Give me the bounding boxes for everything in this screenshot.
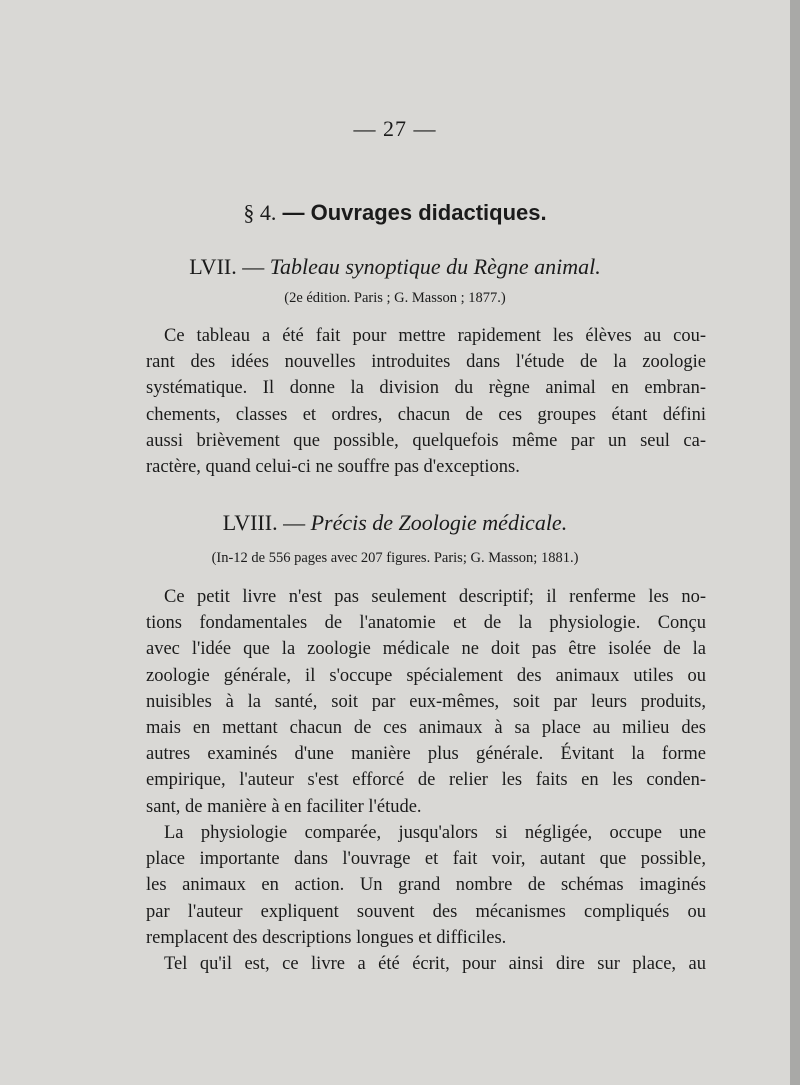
entry-publication-lviii: (In-12 de 556 pages avec 207 figures. Paris; G. Masson; 1881.) [211, 550, 579, 566]
text-line: les animaux en action. Un grand nombre de schémas imaginés [146, 875, 706, 896]
entry-title-lviii [0, 510, 790, 536]
entry-number: LVIII. [222, 510, 278, 535]
entry-title-text: Tableau synoptique du Règne animal. [269, 254, 601, 279]
entry-dash: — [283, 510, 306, 535]
text-line: sant, de manière à en faciliter l'étude. [146, 796, 422, 817]
text-line: aussi brièvement que possible, quelquefois même par un seul ca- [146, 430, 706, 451]
text-line: Ce petit livre n'est pas seulement descriptif; il renferme les no- [164, 587, 706, 607]
text-line: rant des idées nouvelles introduites dans l'étude de la zoologie [146, 352, 706, 373]
page-number: — 27 — [353, 116, 437, 141]
text-line: zoologie générale, il s'occupe spécialement des animaux utiles ou [146, 665, 706, 686]
text-line: empirique, l'auteur s'est efforcé de relier les faits en les conden- [146, 770, 706, 791]
text-line: autres examinés d'une manière plus générale. Évitant la forme [146, 744, 706, 765]
text-line: systématique. Il donne la division du règne animal en embran- [146, 378, 706, 399]
entry-publication-lvii: (2e édition. Paris ; G. Masson ; 1877.) [284, 290, 506, 306]
text-line: tions fondamentales de l'anatomie et de la physiologie. Conçu [146, 613, 706, 634]
text-line: ractère, quand celui-ci ne souffre pas d'exceptions. [146, 457, 520, 478]
text-line: Tel qu'il est, ce livre a été écrit, pour ainsi dire sur place, au [164, 954, 706, 974]
paragraph-lvii [146, 323, 706, 480]
section-mark: § 4. [243, 200, 277, 225]
paragraph-lviii-2 [146, 820, 706, 951]
section-heading [0, 200, 790, 226]
text-line: par l'auteur expliquent souvent des mécanismes compliqués ou [146, 901, 706, 922]
text-line: remplacent des descriptions longues et difficiles. [146, 927, 507, 948]
entry-title-lvii [0, 254, 790, 280]
text-line: chements, classes et ordres, chacun de ces groupes étant défini [146, 404, 706, 425]
paragraph-lviii-1 [146, 584, 706, 820]
entry-dash: — [242, 254, 265, 279]
entry-number: LVII. [189, 254, 237, 279]
text-line: avec l'idée que la zoologie médicale ne doit pas être isolée de la [146, 639, 706, 660]
text-line: place importante dans l'ouvrage et fait voir, autant que possible, [146, 849, 706, 870]
paragraph-lviii-3 [146, 951, 706, 977]
text-line: La physiologie comparée, jusqu'alors si négligée, occupe une [164, 823, 706, 843]
text-line: mais en mettant chacun de ces animaux à sa place au milieu des [146, 718, 706, 739]
text-line: nuisibles à la santé, soit par eux-mêmes, soit par leurs produits, [146, 691, 706, 712]
text-line: Ce tableau a été fait pour mettre rapidement les élèves au cou- [164, 326, 706, 346]
section-title: — Ouvrages didactiques. [282, 200, 547, 225]
entry-title-text: Précis de Zoologie médicale. [310, 510, 568, 535]
